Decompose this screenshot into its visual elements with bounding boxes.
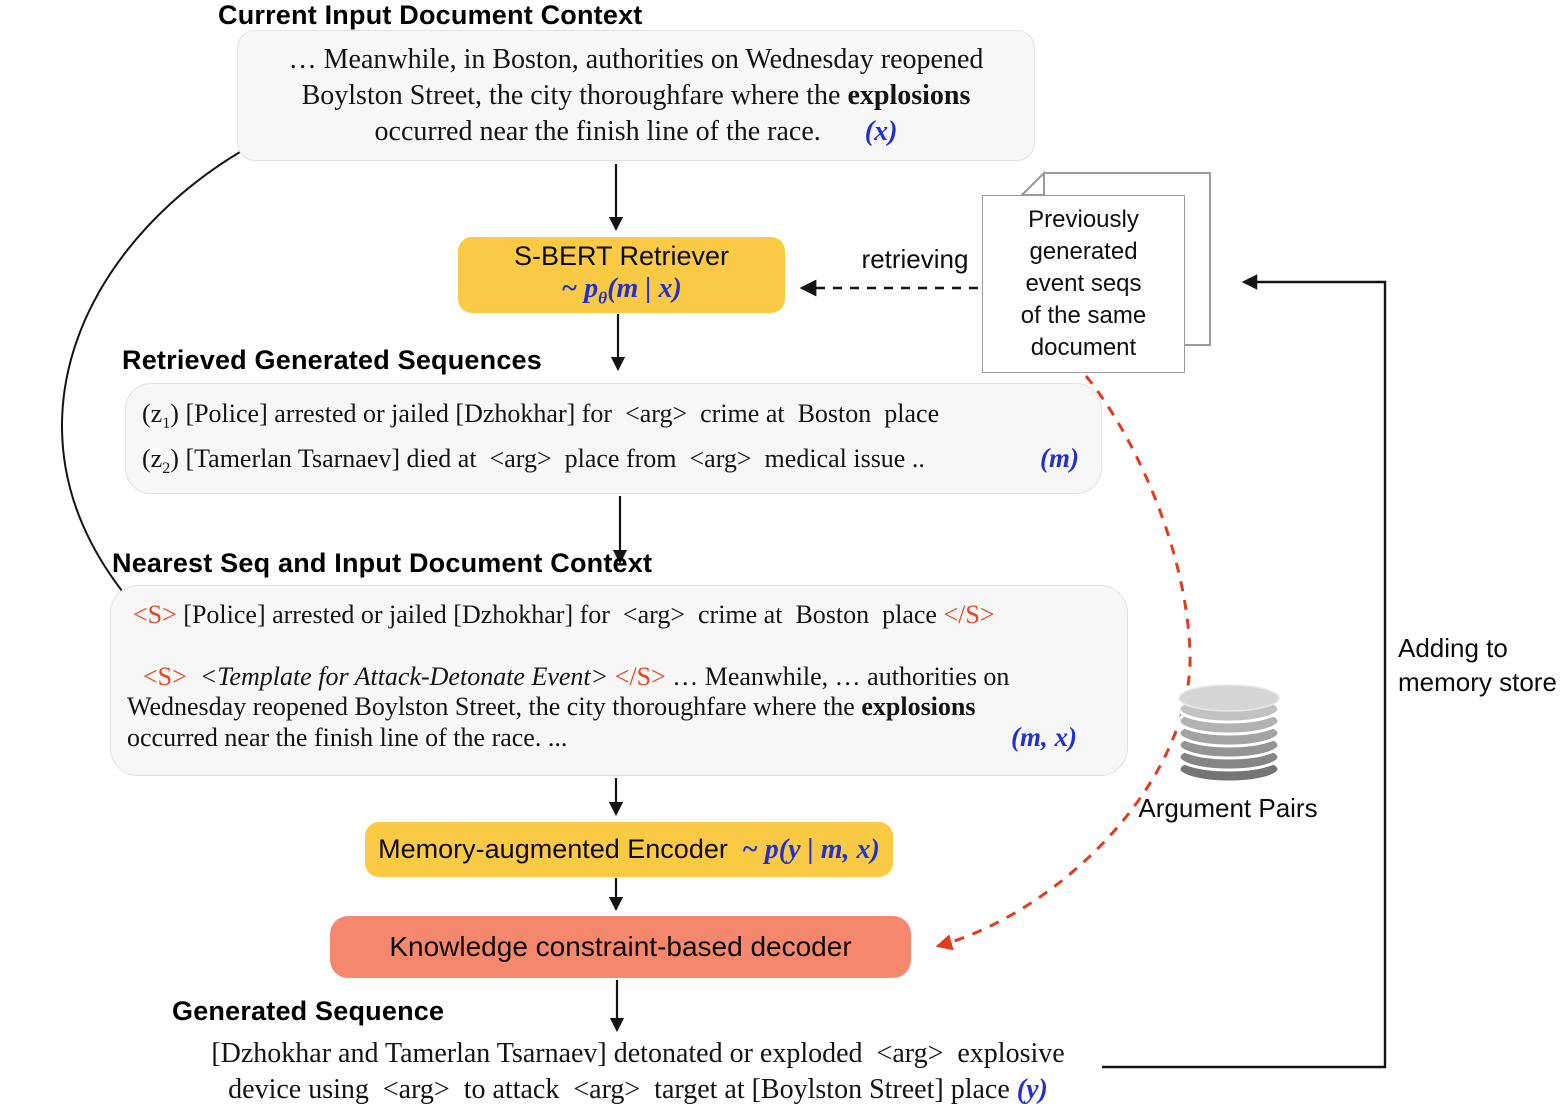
memory-card: [982, 195, 1185, 373]
generated-line2: device using <arg> to attack <arg> target at [Boylston Street] place (y): [228, 1074, 1048, 1105]
retrieved-box: [125, 383, 1102, 494]
sbert-retriever-label: S-BERT Retriever: [513, 241, 730, 272]
sbert-retriever-box: [458, 237, 785, 313]
memory-card-line: document: [1030, 334, 1137, 362]
heading-generated: Generated Sequence: [172, 996, 445, 1026]
nearest-para-line3: occurred near the finish line of the race. ... (m, x): [127, 722, 1077, 752]
nearest-box: [110, 585, 1128, 776]
input-text-line3: occurred near the finish line of the race.: [374, 115, 821, 147]
nearest-para-line2: Wednesday reopened Boylston Street, the city thoroughfare where the explosions: [127, 692, 976, 721]
var-x: (x): [864, 115, 898, 147]
retrieving-label: retrieving: [861, 244, 969, 274]
input-text-line2: Boylston Street, the city thoroughfare where the: [301, 79, 848, 111]
memory-card-line: event seqs: [1025, 269, 1142, 297]
nearest-seq-line: <S> [Police] arrested or jailed [Dzhokhar] for <arg> crime at Boston place </S>: [133, 600, 995, 629]
encoder-label: Memory-augmented Encoder: [378, 834, 728, 864]
back-page-dogear: [1022, 173, 1044, 195]
var-mx: (m, x): [1011, 722, 1077, 752]
heading-nearest: Nearest Seq and Input Document Context: [112, 548, 653, 578]
input-text-line1: … Meanwhile, in Boston, authorities on Wednesday reopened: [288, 43, 984, 75]
heading-retrieved: Retrieved Generated Sequences: [122, 345, 542, 375]
memory-card-line: of the same: [1020, 302, 1147, 330]
memory-card-line: generated: [1029, 237, 1138, 265]
database-icon: [1176, 682, 1282, 786]
memory-card-stack: [982, 168, 1214, 374]
retrieved-item: $(z_2)$ [Tamerlan Tsarnaev] died at <arg> place from <arg> medical issue .. (m): [142, 442, 1079, 477]
encoder-box: [365, 822, 893, 877]
generated-line1: [Dzhokhar and Tamerlan Tsarnaev] detonated or exploded <arg> explosive: [211, 1038, 1065, 1069]
retrieved-item: $(z_1)$ [Police] arrested or jailed [Dzhokhar] for <arg> crime at Boston place: [142, 399, 940, 433]
var-y: (y): [1016, 1074, 1048, 1105]
memory-card-line: Previously: [1028, 205, 1139, 233]
arrow-generated-to-memory-store: [1102, 282, 1385, 1067]
nearest-para-line1: <S> <Template for Attack-Detonate Event> </S> … Meanwhile, … authorities on: [143, 662, 1010, 691]
retriever-math: ~ $p_\theta(m$ | x): [561, 273, 682, 308]
argument-pairs-label: Argument Pairs: [1138, 793, 1318, 823]
decoder-box: [330, 916, 911, 978]
current-input-box: [237, 30, 1035, 161]
decoder-label: Knowledge constraint-based decoder: [389, 931, 852, 962]
var-m: (m): [1040, 442, 1079, 473]
encoder-math: ~ p(y | m, x): [741, 833, 880, 865]
memory-store-label: Adding to memory store: [1398, 633, 1557, 697]
input-text-explosions: explosions: [847, 79, 971, 111]
heading-current-input: Current Input Document Context: [218, 0, 643, 30]
